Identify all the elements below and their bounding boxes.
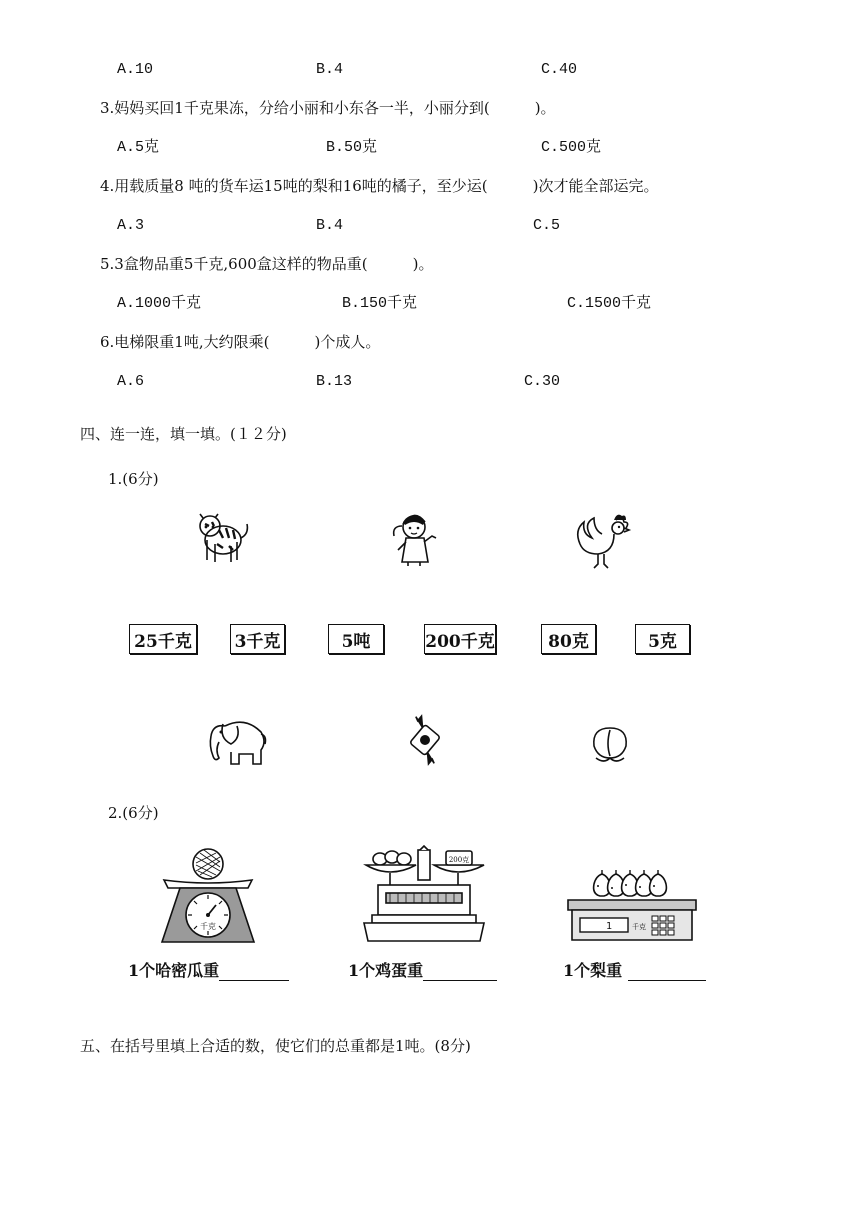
girl-icon	[388, 510, 444, 568]
q4-option-a: A.3	[117, 217, 145, 234]
q6-option-a: A.6	[117, 373, 145, 390]
weight-card-label: 3千克	[234, 631, 281, 652]
pear-weight-caption	[563, 958, 706, 981]
elephant-icon	[203, 712, 269, 770]
weight-card-200kg[interactable]	[424, 624, 496, 654]
q5-text: 5.3盒物品重5千克,600盒这样的物品重( )。	[100, 255, 434, 273]
digital-scale-icon	[566, 866, 698, 946]
melon-caption-text: 1个哈密瓜重	[128, 961, 220, 980]
balance-scale-icon	[362, 845, 488, 945]
q5-option-b: B.150千克	[342, 295, 418, 312]
rooster-icon	[572, 512, 632, 570]
q2-option-a: A.10	[117, 61, 154, 78]
dial-unit-label: 千克	[200, 922, 216, 931]
weight-card-3kg[interactable]	[230, 624, 285, 654]
weight-card-label: 5吨	[341, 631, 371, 652]
weight-card-label: 25千克	[134, 631, 192, 652]
section5-title: 五、在括号里填上合适的数，使它们的总重都是1吨。(8分)	[80, 1037, 471, 1055]
q3-option-c: C.500克	[541, 139, 602, 156]
q4-option-c: C.5	[533, 217, 561, 234]
candy-icon	[400, 712, 450, 768]
section4-part2-label: 2.(6分)	[108, 804, 159, 822]
q6-option-c: C.30	[524, 373, 561, 390]
egg-caption-text: 1个鸡蛋重	[348, 961, 424, 980]
weight-card-5t[interactable]	[328, 624, 384, 654]
q6-text: 6.电梯限重1吨,大约限乘( )个成人。	[100, 333, 381, 351]
egg-weight-answer-blank[interactable]	[423, 962, 497, 981]
q4-option-b: B.4	[316, 217, 344, 234]
q3-option-b: B.50克	[326, 139, 378, 156]
pear-weight-answer-blank[interactable]	[628, 962, 706, 981]
q2-option-b: B.4	[316, 61, 344, 78]
q4-text: 4.用载质量8 吨的货车运15吨的梨和16吨的橘子，至少运( )次才能全部运完。	[100, 177, 659, 195]
q6-option-b: B.13	[316, 373, 353, 390]
q3-option-a: A.5克	[117, 139, 160, 156]
weight-card-label: 5克	[648, 631, 677, 652]
egg-weight-caption	[348, 958, 497, 981]
balance-weight-label: 200克	[448, 856, 470, 864]
weight-card-label: 200千克	[425, 631, 495, 652]
melon-weight-caption	[128, 958, 289, 981]
q5-option-a: A.1000千克	[117, 295, 202, 312]
weight-card-5g[interactable]	[635, 624, 690, 654]
tiger-icon	[193, 510, 249, 568]
melon-weight-answer-blank[interactable]	[219, 962, 289, 981]
q3-text: 3.妈妈买回1千克果冻，分给小丽和小东各一半，小丽分到( )。	[100, 99, 556, 117]
weight-card-80g[interactable]	[541, 624, 596, 654]
digital-display-value: 1	[605, 921, 612, 932]
weight-card-25kg[interactable]	[129, 624, 197, 654]
pear-caption-text: 1个梨重	[563, 961, 623, 980]
section4-title: 四、连一连，填一填。(１２分)	[80, 425, 287, 443]
dial-scale-icon	[158, 845, 262, 945]
q2-option-c: C.40	[541, 61, 578, 78]
section4-part1-label: 1.(6分)	[108, 470, 159, 488]
peach-icon	[586, 720, 634, 766]
q5-option-c: C.1500千克	[567, 295, 652, 312]
digital-display-unit: 千克	[632, 923, 646, 931]
weight-card-label: 80克	[548, 631, 589, 652]
